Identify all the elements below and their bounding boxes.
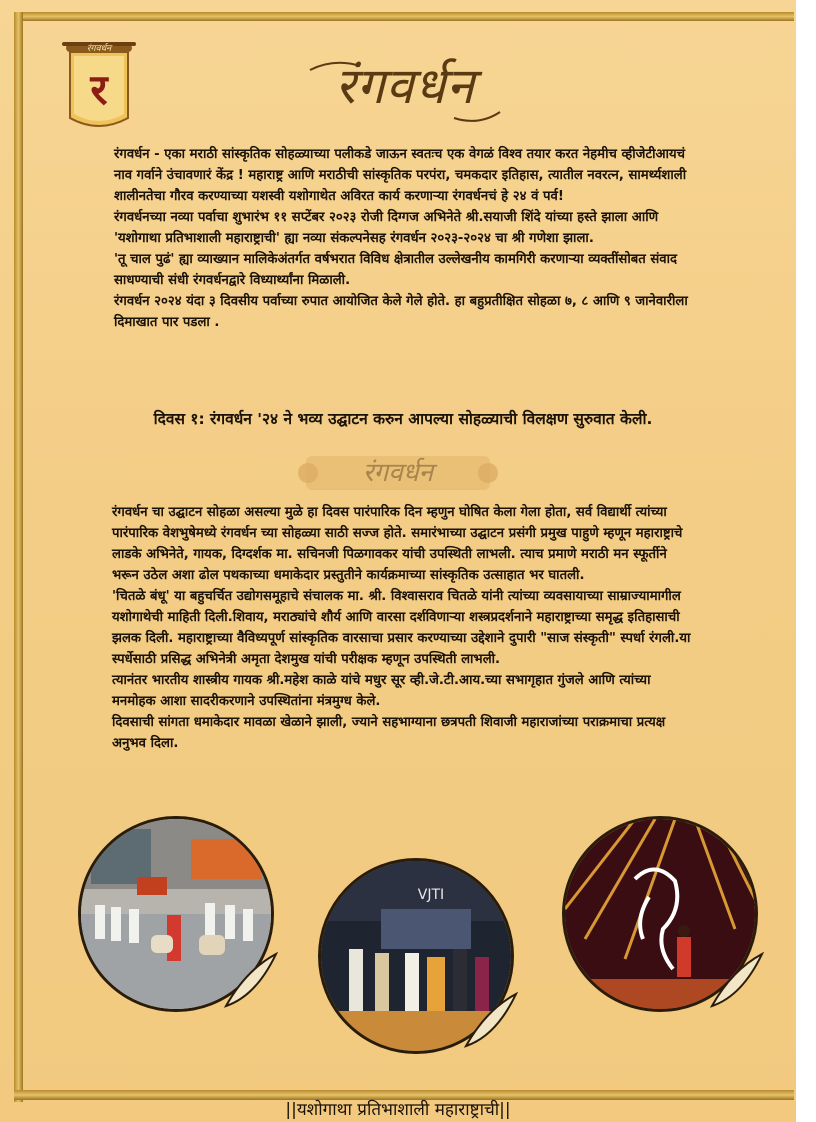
page-curl-decoration (216, 946, 280, 1010)
stage-sign-text: VJTI (417, 887, 445, 903)
svg-text:र: र (90, 65, 108, 114)
intro-paragraph: रंगवर्धन - एका मराठी सांस्कृतिक सोहळ्याच्या पलीकडे जाऊन स्वतःच एक वेगळं विश्व तयार करत नेहमीच व्हीजेटीआयचं नाव गर्वाने उंचावणारं केंद्र ! महाराष्ट्र आणि मराठीची सांस्कृतिक परपंरा, चमकदार इतिहास, त्यातील नवरत्न, सामर्थ्यशाली शालीनतेचा गौरव करण्याच्या यशस्वी यशोगाथेत अविरत कार्य करणाऱ्या रंगवर्धनचं हे २४ वं पर्व! (114, 147, 687, 204)
day1-body (112, 502, 696, 754)
day1-paragraph: दिवसाची सांगता धमाकेदार मावळा खेळाने झाली, ज्याने सहभाग्याना छत्रपती शिवाजी महाराजांच्या पराक्रमाचा प्रत्यक्ष अनुभव दिला. (112, 715, 666, 751)
day1-paragraph: त्यानंतर भारतीय शास्त्रीय गायक श्री.महेश काळे यांचे मधुर सूर व्ही.जे.टी.आय.च्या सभागृहात गुंजले आणि त्यांच्या मनमोहक आशा सादरीकरणाने उपस्थितांना मंत्रमुग्ध केले. (112, 673, 651, 709)
day1-paragraph: रंगवर्धन चा उद्घाटन सोहळा असल्या मुळे हा दिवस पारंपारिक दिन म्हणुन घोषित केला गेला होता, सर्व विद्यार्थी त्यांच्या पारंपारिक वेशभुषेमध्ये रंगवर्धन च्या सोहळ्या साठी सज्ज होते. समारंभाच्या उद्घाटन प्रसंगी प्रमुख पाहुणे म्हणून महाराष्ट्राचे लाडके अभिनेते, गायक, दिग्दर्शक मा. सचिनजी पिळगावकर यांची उपस्थिती लाभली. त्याच प्रमाणे मराठी मन स्फूर्तीने भरून उठेल अशा ढोल पथकाच्या धमाकेदार प्रस्तुतीने कार्यक्रमाच्या सांस्कृतिक उत्साहात भर घातली. (112, 505, 683, 583)
intro-paragraph: रंगवर्धनच्या नव्या पर्वाचा शुभारंभ ११ सप्टेंबर २०२३ रोजी दिग्गज अभिनेते श्री.सयाजी शिंदे यांच्या हस्ते झाला आणि 'यशोगाथा प्रतिभाशाली महाराष्ट्राची' ह्या नव्या संकल्पनेसह रंगवर्धन २०२३-२०२४ चा श्री गणेशा झाला. (114, 210, 659, 246)
footer-tagline: ||यशोगाथा प्रतिभाशाली महाराष्ट्राची|| (285, 1100, 511, 1120)
gold-frame-left (14, 12, 23, 1102)
intro-text (114, 144, 694, 333)
page-curl-decoration (702, 946, 766, 1010)
watermark-scroll (296, 448, 500, 498)
page-curl-decoration (456, 986, 520, 1050)
svg-text:रंगवर्धन: रंगवर्धन (86, 44, 112, 54)
watermark-text: रंगवर्धन (362, 458, 434, 488)
page-title: रंगवर्धन (335, 57, 475, 115)
day1-paragraph: 'चितळे बंधू' या बहुचर्चित उद्योगसमूहाचे संचालक मा. श्री. विश्वासराव चितळे यांनी त्यांच्या व्यवसायाच्या साम्राज्यामागील यशोगाथेची माहिती दिली.शिवाय, मराठ्यांचे शौर्य आणि वारसा दर्शविणाऱ्या शस्त्रप्रदर्शनाने महाराष्ट्राच्या समृद्ध इतिहासाची झलक दिली. महाराष्ट्राच्या वैविध्यपूर्ण सांस्कृतिक वारसाचा प्रसार करण्याच्या उद्देशाने दुपारी "साज संस्कृती" स्पर्धा रंगली.या स्पर्धेसाठी प्रसिद्ध अभिनेत्री अमृता देशमुख यांची परीक्षक म्हणून उपस्थिती लाभली. (112, 589, 691, 667)
rangvardhan-logo (58, 38, 140, 132)
intro-paragraph: रंगवर्धन २०२४ यंदा ३ दिवसीय पर्वाच्या रुपात आयोजित केले गेले होते. हा बहुप्रतीक्षित सोहळा ७, ८ आणि ९ जानेवारीला दिमाखात पार पडला . (114, 294, 688, 330)
intro-paragraph: 'तू चाल पुढं' ह्या व्याख्यान मालिकेअंतर्गत वर्षभरात विविध क्षेत्रातील उल्लेखनीय कामगिरी करणाऱ्या व्यक्तींसोबत संवाद साधण्याची संधी रंगवर्धनद्वारे विध्यार्थ्यांना मिळाली. (114, 252, 678, 288)
gold-frame-top (14, 12, 794, 21)
day1-heading: दिवस १: रंगवर्धन '२४ ने भव्य उद्घाटन करुन आपल्या सोहळ्याची विलक्षण सुरुवात केली. (153, 410, 653, 428)
